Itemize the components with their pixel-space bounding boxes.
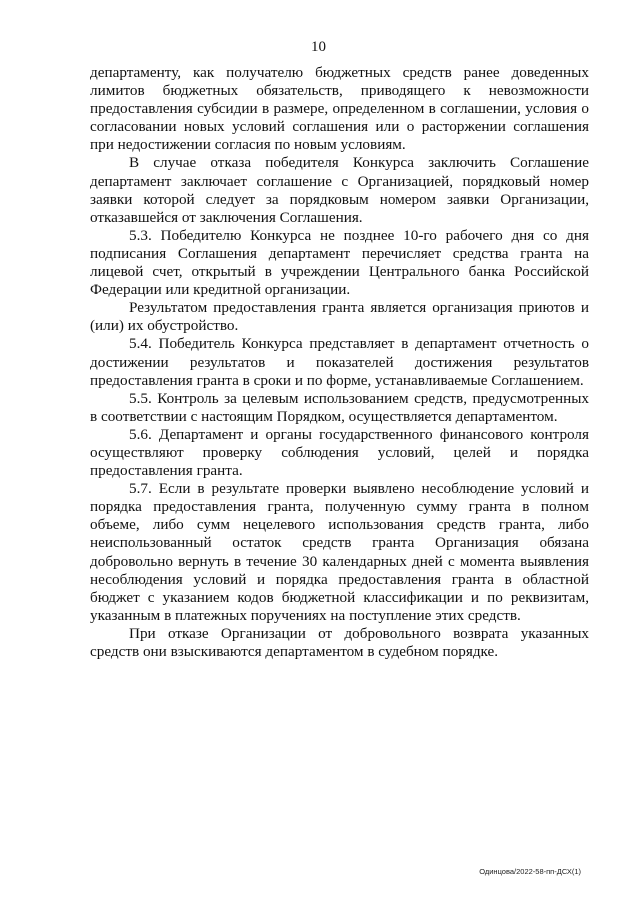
paragraph-grant-result: Результатом предоставления гранта является организация приютов и (или) их обустройство. [90,299,589,335]
paragraph-refusal-winner: В случае отказа победителя Конкурса заключить Соглашение департамент заключает соглашение с Организацией, порядковый номер заявки которой следует за порядковым номером заявки Организации, отказавшейся от заключения Соглашения. [90,154,589,226]
paragraph-5-5: 5.5. Контроль за целевым использованием средств, предусмотренных в соответствии с настоящим Порядком, осуществляется департаментом. [90,389,589,425]
paragraph-5-6: 5.6. Департамент и органы государственного финансового контроля осуществляют проверку соблюдения условий, целей и порядка предоставления гранта. [90,425,589,480]
paragraph-5-7: 5.7. Если в результате проверки выявлено несоблюдение условий и порядка предоставления гранта, полученную сумму гранта в полном объеме, либо сумм нецелевого использования средств гранта, либо неиспользованный остаток средств гранта Организация обязана добровольно вернуть в течение 30 календарных дней с момента выявления несоблюдения условий и порядка предоставления гранта в областной бюджет с указанием кодов бюджетной классификации и по реквизитам, указанным в платежных поручениях на поступление этих средств. [90,480,589,624]
paragraph-refusal-return: При отказе Организации от добровольного возврата указанных средств они взыскиваются департаментом в судебном порядке. [90,624,589,660]
paragraph-continuation: департаменту, как получателю бюджетных средств ранее доведенных лимитов бюджетных обязательств, приводящего к невозможности предоставления субсидии в размере, определенном в соглашении, условия о согласовании новых условий соглашения или о расторжении соглашения при недостижении согласия по новым условиям. [90,64,589,154]
page-number: 10 [311,39,326,55]
document-code-footer: Одинцова/2022-58-пп-ДСХ(1) [479,867,581,876]
document-body [90,64,589,661]
paragraph-5-3: 5.3. Победителю Конкурса не позднее 10-го рабочего дня со дня подписания Соглашения департамент перечисляет средства гранта на лицевой счет, открытый в учреждении Центрального банка Российской Федерации или кредитной организации. [90,226,589,299]
paragraph-5-4: 5.4. Победитель Конкурса представляет в департамент отчетность о достижении результатов и показателей достижения результатов предоставления гранта в сроки и по форме, устанавливаемые Соглашением. [90,335,589,389]
